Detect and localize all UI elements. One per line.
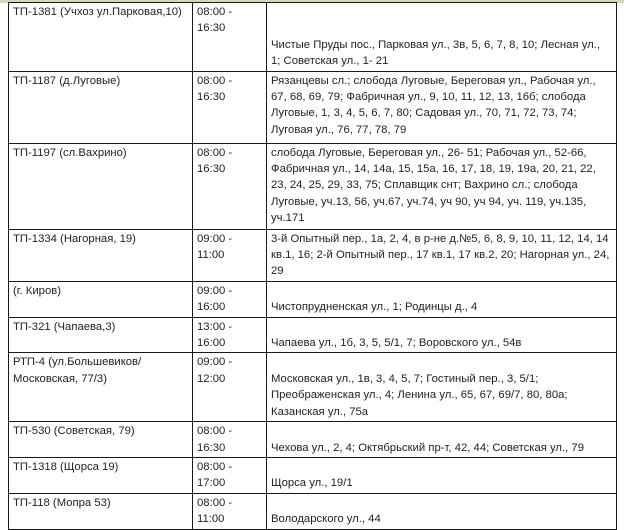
substation-cell: ТП-1381 (Учхоз ул.Парковая,10) xyxy=(9,3,193,72)
substation-cell: ТП-321 (Чапаева,3) xyxy=(9,317,193,353)
addresses-cell: Щорса ул., 19/1 xyxy=(267,457,617,493)
table-row xyxy=(9,281,617,317)
time-cell: 09:00 - 12:00 xyxy=(193,353,267,422)
addresses-cell: 3-й Опытный пер., 1а, 2, 4, в р-не д.№5, 6, 8, 9, 10, 11, 12, 14, 14 кв.1, 16; 2-й Опытный пер., 17 кв.1, 17 кв.2, 20; Нагорная ул., 24, 29 xyxy=(267,229,617,281)
table-row xyxy=(9,422,617,458)
addresses-cell: Московская ул., 1в, 3, 4, 5, 7; Гостиный пер., 3, 5/1; Преображенская ул., 4; Ленина ул., 65, 67, 69/7, 80, 80а; Казанская ул., 75а xyxy=(267,353,617,422)
substation-cell: ТП-1318 (Щорса 19) xyxy=(9,457,193,493)
substation-cell: РТП-4 (ул.Большевиков/Московская, 77/3) xyxy=(9,353,193,422)
addresses-cell: Чистые Пруды пос., Парковая ул., 3в, 5, 6, 7, 8, 10; Лесная ул., 1; Советская ул., 1- 21 xyxy=(267,3,617,72)
substation-cell: ТП-1334 (Нагорная, 19) xyxy=(9,229,193,281)
substation-cell: ТП-118 (Мопра 53) xyxy=(9,493,193,529)
substation-cell: ТП-530 (Советская, 79) xyxy=(9,422,193,458)
table-row xyxy=(9,3,617,72)
addresses-cell: Чехова ул., 2, 4; Октябрьский пр-т, 42, 44; Советская ул., 79 xyxy=(267,422,617,458)
substation-cell: (г. Киров) xyxy=(9,281,193,317)
addresses-cell: Чапаева ул., 1б, 3, 5, 5/1, 7; Воровского ул., 54в xyxy=(267,317,617,353)
time-cell: 08:00 - 16:30 xyxy=(193,3,267,72)
outage-schedule-table xyxy=(8,2,617,530)
addresses-cell: Володарского ул., 44 xyxy=(267,493,617,529)
time-cell: 09:00 - 16:00 xyxy=(193,281,267,317)
table-row xyxy=(9,353,617,422)
addresses-cell: слобода Луговые, Береговая ул., 26- 51; Рабочая ул., 52-66, Фабричная ул., 14, 14а, 15, 15а, 16, 17, 18, 19, 19а, 20, 21, 22, 23, 24, 25, 29, 33, 75; Сплавщик снт; Вахрино сл.; слобода Луговые, уч.13, 56, уч.67, уч.74, уч 90, уч 94, уч. 119, уч.135, уч.171 xyxy=(267,143,617,229)
time-cell: 08:00 - 17:00 xyxy=(193,457,267,493)
time-cell: 13:00 - 16:00 xyxy=(193,317,267,353)
time-cell: 08:00 - 16:30 xyxy=(193,422,267,458)
table-row xyxy=(9,229,617,281)
time-cell: 08:00 - 11:00 xyxy=(193,493,267,529)
time-cell: 09:00 - 11:00 xyxy=(193,229,267,281)
time-cell: 08:00 - 16:30 xyxy=(193,143,267,229)
addresses-cell: Рязанцевы сл.; слобода Луговые, Береговая ул., Рабочая ул., 67, 68, 69, 79; Фабричная ул., 9, 10, 11, 12, 13, 16б; слобода Луговые, 1, 3, 4, 5, 6, 7, 80; Садовая ул., 70, 71, 72, 73, 74; Луговая ул., 76, 77, 78, 79 xyxy=(267,71,617,143)
table-row xyxy=(9,457,617,493)
table-row xyxy=(9,493,617,529)
time-cell: 08:00 - 16:30 xyxy=(193,71,267,143)
substation-cell: ТП-1197 (сл.Вахрино) xyxy=(9,143,193,229)
table-row xyxy=(9,143,617,229)
table-row xyxy=(9,71,617,143)
table-row xyxy=(9,317,617,353)
addresses-cell: Чистопрудненская ул., 1; Родинцы д., 4 xyxy=(267,281,617,317)
substation-cell: ТП-1187 (д.Луговые) xyxy=(9,71,193,143)
